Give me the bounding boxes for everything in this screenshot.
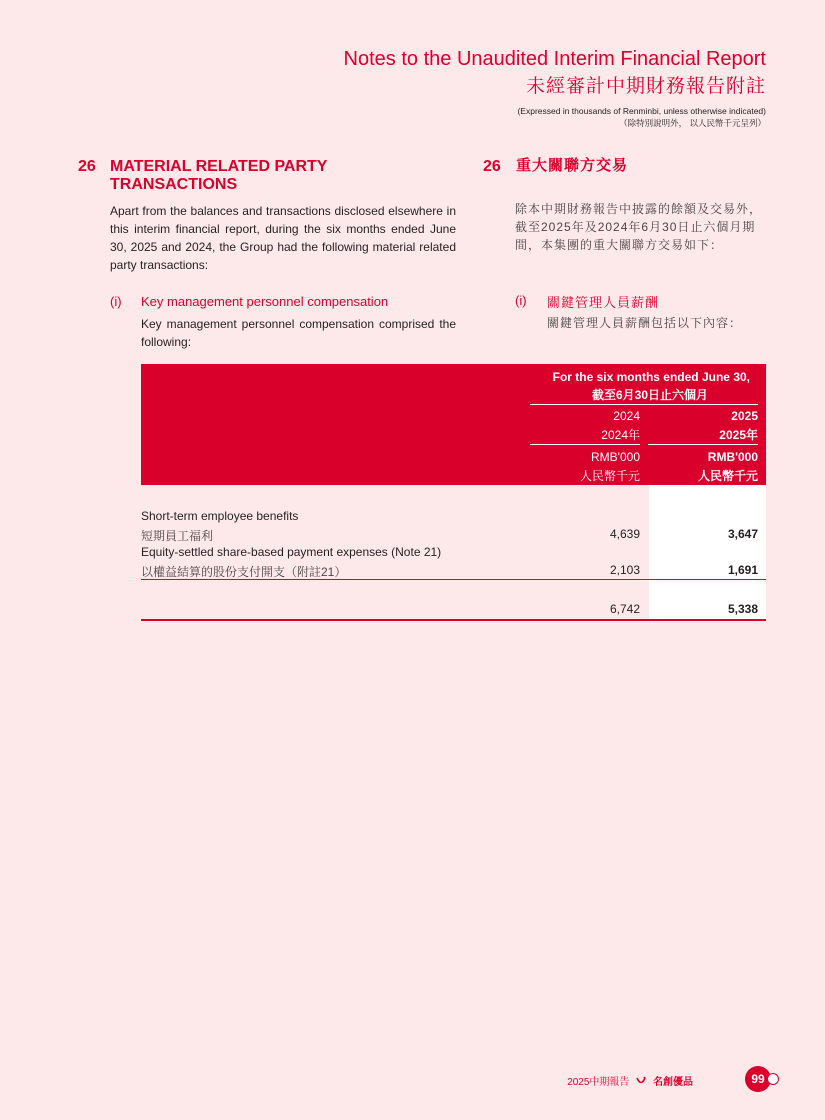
section-paragraph-en: Apart from the balances and transactions disclosed elsewhere in this interim financial report, during the six months ended June 30, 2025 and 2024, the Group had the following material related party transactions:: [110, 204, 456, 272]
page-ring-decoration: [767, 1073, 779, 1085]
unit-2025-zh: 人民幣千元: [697, 469, 758, 483]
header-title-zh: 未經審計中期財務報告附註: [525, 76, 766, 97]
column-2024-en: 2024: [613, 409, 640, 423]
unit-2025-en: RMB'000: [707, 450, 758, 464]
table-period-zh: 截至6月30日止六個月: [591, 388, 708, 402]
footer-brand: 名創優品: [653, 1077, 693, 1088]
page-number-badge: 99: [745, 1066, 771, 1092]
table-row-label-zh: 以權益結算的股份支付開支（附註21）: [141, 565, 347, 579]
section-number-zh: 26: [483, 158, 501, 175]
table-cell-2024: 2,103: [609, 563, 640, 577]
column-2025-divider: [648, 444, 758, 445]
header-title-en: Notes to the Unaudited Interim Financial Report: [343, 48, 766, 70]
unit-2024-en: RMB'000: [591, 450, 640, 464]
subtotal-rule: [141, 579, 766, 580]
section-paragraph-zh: 除本中期財務報告中披露的餘額及交易外，截至2025年及2024年6月30日止六個月期間，本集團的重大關聯方交易如下：: [515, 202, 763, 252]
subsection-body-en: Key management personnel compensation comprised the following:: [141, 317, 456, 349]
currency-note-zh: （除特別說明外， 以人民幣千元呈列）: [619, 118, 766, 128]
currency-note-en: (Expressed in thousands of Renminbi, unless otherwise indicated): [517, 106, 766, 116]
column-2024-divider: [530, 444, 640, 445]
table-cell-2024: 4,639: [609, 527, 640, 541]
total-2025: 5,338: [727, 602, 758, 616]
table-period-en: For the six months ended June 30,: [552, 370, 750, 384]
column-2025-highlight: [649, 485, 766, 621]
header-divider: [530, 404, 758, 405]
column-2024-zh: 2024年: [601, 428, 640, 442]
subsection-index-en: (i): [110, 294, 122, 309]
table-row-label-zh: 短期員工福利: [141, 529, 214, 543]
section-title-en: MATERIAL RELATED PARTY TRANSACTIONS: [110, 158, 328, 193]
table-cell-2025: 3,647: [727, 527, 758, 541]
table-header: [141, 364, 766, 485]
section-number-en: 26: [78, 158, 96, 175]
footer-report-label: [567, 1073, 693, 1088]
subsection-title-en: Key management personnel compensation: [141, 294, 389, 309]
subsection-index-zh: (i): [515, 293, 527, 308]
section-title-zh: 重大關聯方交易: [516, 157, 629, 174]
table-cell-2025: 1,691: [727, 563, 758, 577]
column-2025-en: 2025: [731, 409, 758, 423]
column-2025-zh: 2025年: [719, 428, 758, 442]
subsection-title-zh: 關鍵管理人員薪酬: [547, 295, 660, 310]
table-row-label-en: Equity-settled share-based payment expenses (Note 21): [141, 545, 442, 559]
footer-report-text: 2025中期報告: [567, 1077, 630, 1088]
table-row-label-en: Short-term employee benefits: [141, 509, 299, 523]
unit-2024-zh: 人民幣千元: [579, 469, 640, 483]
brand-logo-icon: [636, 1076, 646, 1088]
total-rule: [141, 619, 766, 621]
total-2024: 6,742: [609, 602, 640, 616]
subsection-body-zh: 關鍵管理人員薪酬包括以下內容：: [547, 316, 743, 330]
